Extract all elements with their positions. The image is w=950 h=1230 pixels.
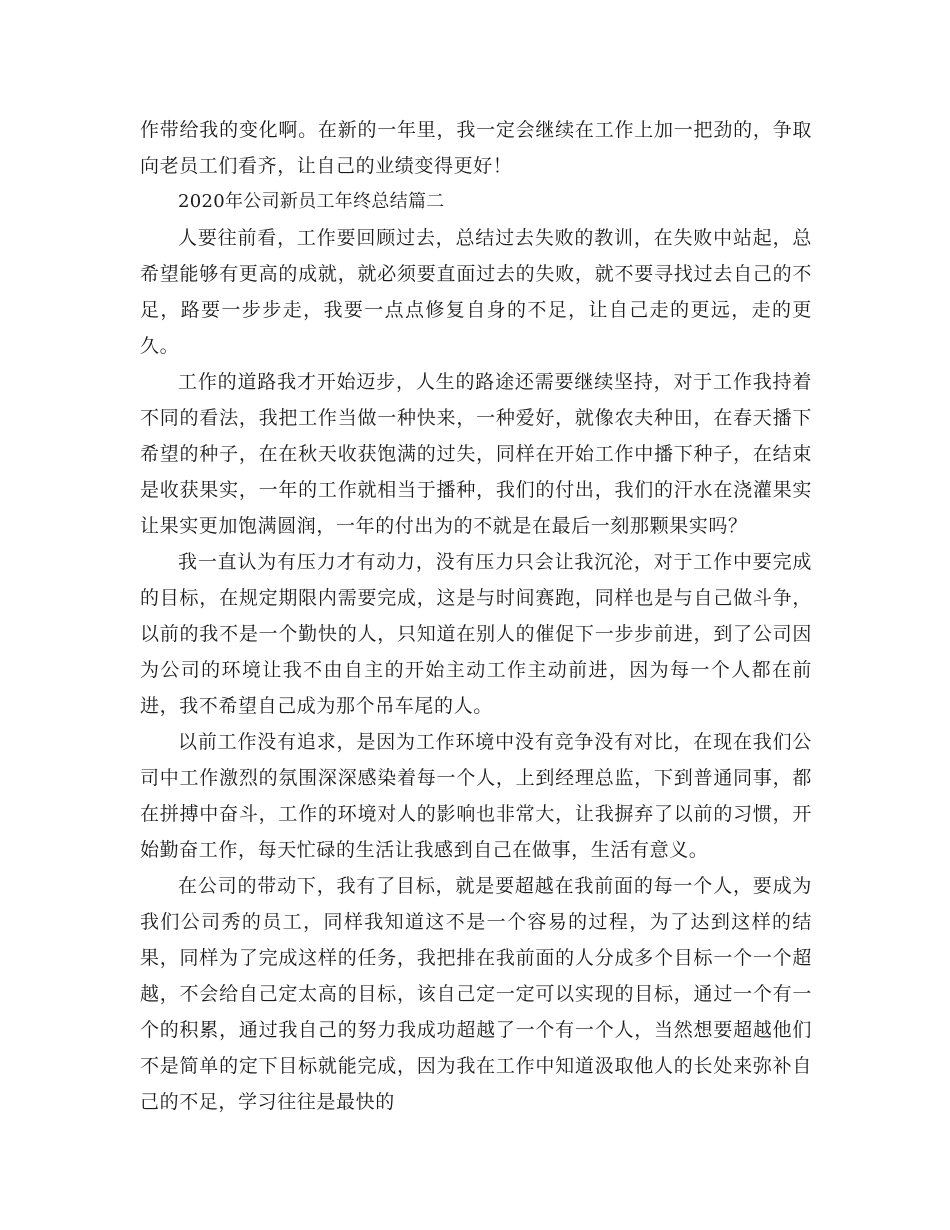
body-paragraph-1: 人要往前看，工作要回顾过去，总结过去失败的教训，在失败中站起，总希望能够有更高的成就，就必须要直面过去的失败，就不要寻找过去自己的不足，路要一步步走，我要一点点修复自身的不足，让自己走的更远，走的更久。 [140, 227, 812, 357]
body-paragraph-3: 我一直认为有压力才有动力，没有压力只会让我沉沦，对于工作中要完成的目标，在规定期限内需要完成，这是与时间赛跑，同样也是与自己做斗争，以前的我不是一个勤快的人，只知道在别人的催促下一步步前进，到了公司因为公司的环境让我不由自主的开始主动工作主动前进，因为每一个人都在前进，我不希望自己成为那个吊车尾的人。 [140, 551, 812, 717]
section-heading: 2020年公司新员工年终总结篇二 [178, 191, 445, 212]
body-paragraph-4: 以前工作没有追求，是因为工作环境中没有竞争没有对比，在现在我们公司中工作激烈的氛围深深感染着每一个人，上到经理总监，下到普通同事，都在拼搏中奋斗，工作的环境对人的影响也非常大，让我摒弃了以前的习惯，开始勤奋工作，每天忙碌的生活让我感到自己在做事，生活有意义。 [140, 731, 812, 861]
continuation-paragraph: 作带给我的变化啊。在新的一年里，我一定会继续在工作上加一把劲的，争取向老员工们看齐，让自己的业绩变得更好！ [140, 119, 812, 177]
body-paragraph-5: 在公司的带动下，我有了目标，就是要超越在我前面的每一个人，要成为我们公司秀的员工，同样我知道这不是一个容易的过程，为了达到这样的结果，同样为了完成这样的任务，我把排在我前面的人分成多个目标一个一个超越，不会给自己定太高的目标，该自己定一定可以实现的目标，通过一个有一个的积累，通过我自己的努力我成功超越了一个有一个人，当然想要超越他们不是简单的定下目标就能完成，因为我在工作中知道汲取他人的长处来弥补自己的不足，学习往往是最快的 [140, 875, 812, 1113]
body-paragraph-2: 工作的道路我才开始迈步，人生的路途还需要继续坚持，对于工作我持着不同的看法，我把工作当做一种快来，一种爱好，就像农夫种田，在春天播下希望的种子，在在秋天收获饱满的过失，同样在开始工作中播下种子，在结束是收获果实，一年的工作就相当于播种，我们的付出，我们的汗水在浇灌果实让果实更加饱满圆润，一年的付出为的不就是在最后一刻那颗果实吗？ [140, 371, 812, 537]
document-page [140, 112, 812, 1120]
